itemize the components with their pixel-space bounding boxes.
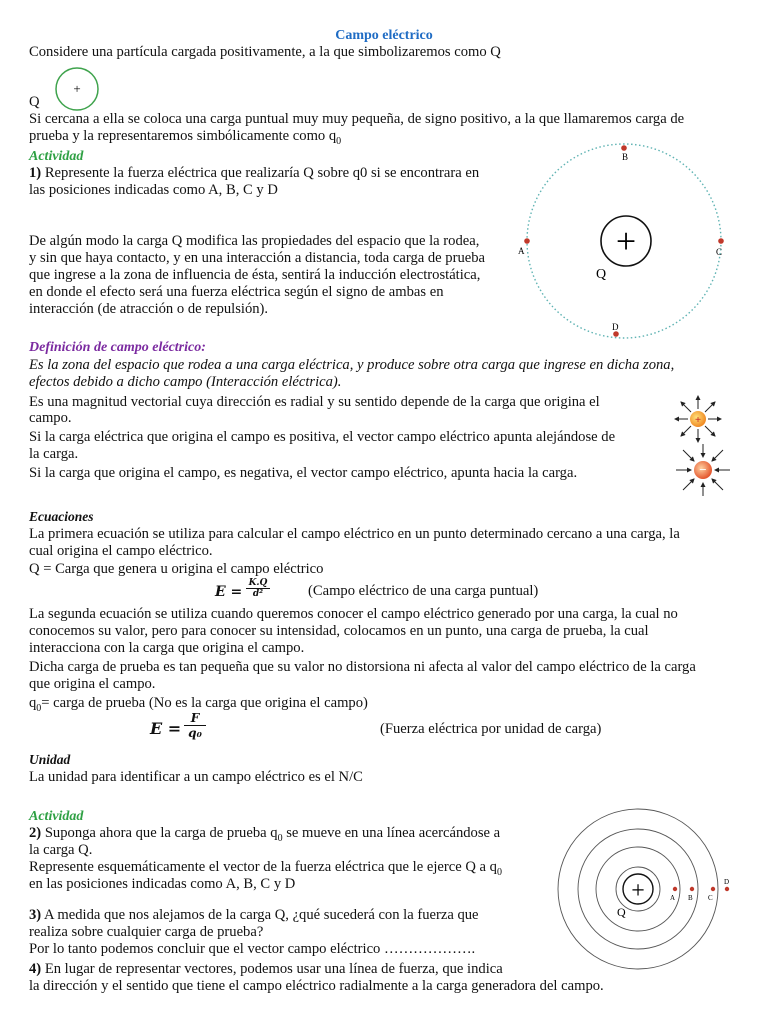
- positive-field-line1: Si la carga eléctrica que origina el campo es positiva, el vector campo eléctrico apunta alejándose de: [29, 429, 616, 445]
- test-charge-paragraph-line2: prueba y la representaremos simbólicamente como $q_0$: [29, 128, 342, 147]
- point-d-dot: [613, 331, 619, 337]
- point-a2-label: A: [670, 894, 676, 902]
- point-c2-label: C: [708, 894, 713, 902]
- test-charge-paragraph-line1: Si cercana a ella se coloca una carga puntual muy muy pequeña, de signo positivo, a la que llamaremos carga de: [29, 111, 685, 127]
- source-charge-q-label-2: Q: [617, 905, 626, 919]
- equation-1-lhs: E =: [215, 584, 243, 600]
- equation-2-denominator: q₀: [188, 726, 202, 740]
- equation-1-numerator: K.Q: [246, 578, 270, 589]
- actividad-2-item4-line1: 4) En lugar de representar vectores, podemos usar una línea de fuerza, que indica: [29, 961, 503, 977]
- actividad-2-item4-line2: la dirección y el sentido que tiene el campo eléctrico radialmente a la carga generadora del campo.: [29, 978, 604, 994]
- actividad-1-line2: las posiciones indicadas como A, B, C y D: [29, 182, 278, 198]
- actividad-2-item3-line1: 3) A medida que nos alejamos de la carga Q, ¿qué sucederá con la fuerza que: [29, 907, 479, 923]
- actividad-2-item3-line3: Por lo tanto podemos concluir que el vector campo eléctrico ……………….: [29, 941, 476, 957]
- ecuaciones-p2: La segunda ecuación se utiliza cuando queremos conocer el campo eléctrico generado por una carga, la cual no conocemos su valor, pero para conocer su intensidad, colocamos en un punto, una carga de prueba, la cual interacciona con la carga que origina el campo.: [29, 606, 678, 656]
- ecuaciones-p1-line1: La primera ecuación se utiliza para calcular el campo eléctrico en un punto determinado cercano a una carga, la: [29, 526, 680, 542]
- vector-magnitude-line1: Es una magnitud vectorial cuya dirección es radial y su sentido depende de la carga que origina el: [29, 394, 600, 410]
- influence-paragraph: De algún modo la carga Q modifica las propiedades del espacio que la rodea, y sin que haya contacto, y en una interacción a distancia, toda carga de prueba que ingrese a la zona de influencia de ésta, sentirá la inducción electrostática, en donde el efecto será una fuerza eléctrica según el signo de ambas en interacción (de atracción o de repulsión).: [29, 233, 485, 317]
- diagram-positions-abcd: [512, 140, 742, 340]
- point-a-label: A: [518, 246, 525, 256]
- point-b-dot: [621, 145, 627, 151]
- charge-plus-sign: +: [73, 81, 81, 96]
- intro-paragraph: Considere una partícula cargada positivamente, a la que simbolizaremos como Q: [29, 44, 501, 60]
- equation-2-fraction: [184, 711, 206, 740]
- diagram-concentric-circles: [535, 802, 757, 978]
- ecuaciones-p1-line2: cual origina el campo eléctrico.: [29, 543, 213, 559]
- definicion-heading: Definición de campo eléctrico:: [29, 340, 206, 355]
- point-a-dot: [524, 238, 530, 244]
- actividad-2-heading: Actividad: [29, 809, 84, 824]
- equation-1-note: (Campo eléctrico de una carga puntual): [308, 583, 539, 599]
- equation-1-fraction: [246, 578, 270, 599]
- point-c-dot: [718, 238, 724, 244]
- ecuaciones-p3-line1: Dicha carga de prueba es tan pequeña que su valor no distorsiona ni afecta al valor del campo eléctrico de la carga: [29, 659, 696, 675]
- ecuaciones-heading: Ecuaciones: [29, 509, 94, 524]
- charge-q-circle: [54, 66, 100, 112]
- point-d2-label: D: [724, 878, 730, 886]
- source-charge-plus-2: +: [631, 878, 645, 904]
- point-b2-label: B: [688, 894, 693, 902]
- source-charge-plus: +: [615, 221, 637, 261]
- actividad-1-line1: 1) Represente la fuerza eléctrica que realizaría Q sobre q0 si se encontrara en: [29, 165, 480, 181]
- point-d-label: D: [612, 322, 619, 332]
- point-c2-dot: [711, 887, 715, 891]
- actividad-1-heading: Actividad: [29, 149, 84, 164]
- negative-field-line: Si la carga que origina el campo, es negativa, el vector campo eléctrico, apunta hacia la carga.: [29, 465, 578, 481]
- actividad-2-item2-line4: en las posiciones indicadas como A, B, C y D: [29, 876, 296, 892]
- source-charge-q-label: Q: [596, 267, 607, 282]
- definicion-line1: Es la zona del espacio que rodea a una carga eléctrica, y produce sobre otra carga que ingrese en dicha zona,: [29, 357, 675, 373]
- point-b2-dot: [690, 887, 694, 891]
- actividad-2-item2-line1: 2) Suponga ahora que la carga de prueba $q_0$ se mueve en una línea acercándose a: [29, 825, 501, 844]
- actividad-2-item2-line2: la carga Q.: [29, 842, 93, 858]
- unidad-text: La unidad para identificar a un campo eléctrico es el N/C: [29, 769, 363, 785]
- actividad-2-item2-line3: Represente esquemáticamente el vector de la fuerza eléctrica que le ejerce Q a $q_0$: [29, 859, 502, 878]
- ecuaciones-p3-line2: que origina el campo.: [29, 676, 156, 692]
- negative-charge-field-icon: [672, 442, 732, 498]
- equation-2-lhs: E =: [150, 719, 182, 738]
- positive-charge-field-icon: [672, 393, 724, 445]
- q-symbol-label: Q: [29, 94, 40, 110]
- positive-field-line2: la carga.: [29, 446, 79, 462]
- point-c-label: C: [716, 247, 723, 257]
- negative-sign: −: [699, 462, 707, 477]
- point-b-label: B: [622, 152, 629, 162]
- point-d2-dot: [725, 887, 729, 891]
- equation-2-note: (Fuerza eléctrica por unidad de carga): [380, 721, 602, 737]
- actividad-2-item3-line2: realiza sobre cualquier carga de prueba?: [29, 924, 264, 940]
- q0-definition: $q_0=$ carga de prueba (No es la carga que origina el campo): [29, 695, 368, 714]
- page-title: Campo eléctrico: [335, 28, 433, 43]
- unidad-heading: Unidad: [29, 752, 71, 767]
- positive-sign: +: [694, 414, 702, 426]
- equation-1-denominator: d²: [252, 589, 264, 599]
- equation-2-numerator: F: [184, 711, 206, 726]
- vector-magnitude-line2: campo.: [29, 410, 72, 426]
- point-a2-dot: [673, 887, 677, 891]
- q-definition: Q = Carga que genera u origina el campo eléctrico: [29, 561, 324, 577]
- definicion-line2: efectos debido a dicho campo (Interacción eléctrica).: [29, 374, 342, 390]
